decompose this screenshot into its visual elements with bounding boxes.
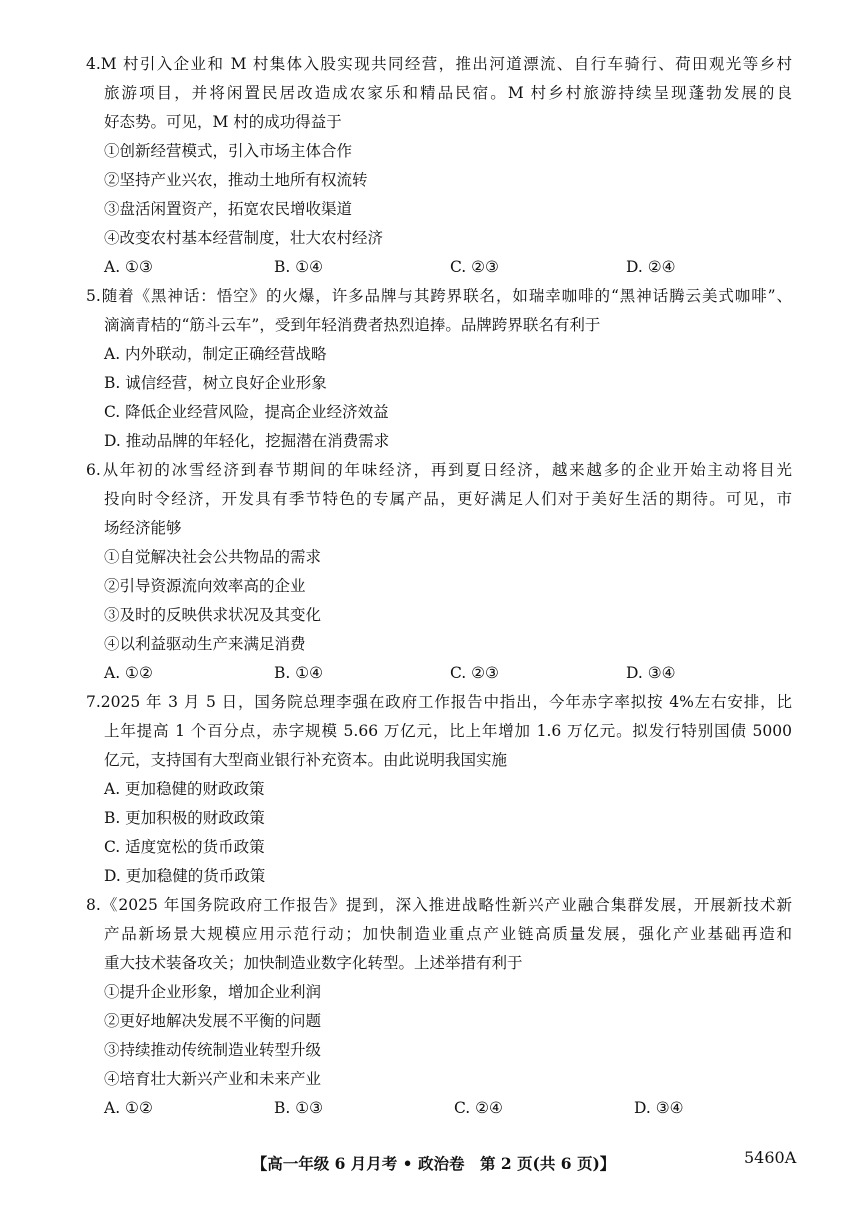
question-stem-line: 亿元，支持国有大型商业银行补充资本。由此说明我国实施 <box>104 751 508 769</box>
question-8 <box>86 891 792 1123</box>
question-stem-line: 6.从年初的冰雪经济到春节期间的年味经济，再到夏日经济，越来越多的企业开始主动将目光 <box>86 461 792 479</box>
option-a: A. 更加稳健的财政政策 <box>104 780 265 798</box>
option-c: C. 降低企业经营风险，提高企业经济效益 <box>104 403 389 421</box>
option-b: B. 诚信经营，树立良好企业形象 <box>104 374 327 392</box>
statement-4: ④以利益驱动生产来满足消费 <box>104 635 306 653</box>
option-d: D. 推动品牌的年轻化，挖掘潜在消费需求 <box>104 432 390 450</box>
page-footer: 【高一年级 6 月月考 • 政治卷 第 2 页(共 6 页)】 <box>251 1154 616 1173</box>
question-stem-line: 4.M 村引入企业和 M 村集体入股实现共同经营，推出河道漂流、自行车骑行、荷田观光等乡村 <box>86 55 792 73</box>
statement-2: ②引导资源流向效率高的企业 <box>104 577 306 595</box>
statement-4: ④培育壮大新兴产业和未来产业 <box>104 1070 322 1088</box>
question-6 <box>86 456 792 688</box>
choice-b: B. ①③ <box>274 1099 324 1117</box>
question-4 <box>86 50 792 282</box>
choice-a: A. ①② <box>104 664 153 682</box>
paper-code: 5460A <box>744 1148 797 1167</box>
question-stem-line: 重大技术装备攻关；加快制造业数字化转型。上述举措有利于 <box>104 954 523 972</box>
statement-3: ③持续推动传统制造业转型升级 <box>104 1041 322 1059</box>
answer-choices <box>86 253 792 282</box>
question-stem-line: 7.2025 年 3 月 5 日，国务院总理李强在政府工作报告中指出，今年赤字率拟按 4%左右安排，比 <box>86 693 792 711</box>
question-stem-line: 场经济能够 <box>104 519 182 537</box>
question-stem-line: 滴滴青桔的“筋斗云车”，受到年轻消费者热烈追捧。品牌跨界联名有利于 <box>104 316 601 334</box>
question-stem-line: 产品新场景大规模应用示范行动；加快制造业重点产业链高质量发展，强化产业基础再造和 <box>104 925 792 943</box>
answer-choices <box>86 1094 792 1123</box>
statement-2: ②更好地解决发展不平衡的问题 <box>104 1012 322 1030</box>
statement-1: ①自觉解决社会公共物品的需求 <box>104 548 322 566</box>
choice-c: C. ②③ <box>450 258 499 276</box>
question-stem-line: 旅游项目，并将闲置民居改造成农家乐和精品民宿。M 村乡村旅游持续呈现蓬勃发展的良 <box>104 84 792 102</box>
question-5 <box>86 282 792 456</box>
option-d: D. 更加稳健的货币政策 <box>104 867 266 885</box>
choice-d: D. ②④ <box>626 258 676 276</box>
statement-3: ③及时的反映供求状况及其变化 <box>104 606 322 624</box>
question-stem-line: 投向时令经济，开发具有季节特色的专属产品，更好满足人们对于美好生活的期待。可见，市 <box>104 490 792 508</box>
answer-choices <box>86 659 792 688</box>
option-a: A. 内外联动，制定正确经营战略 <box>104 345 327 363</box>
question-stem-line: 上年提高 1 个百分点，赤字规模 5.66 万亿元，比上年增加 1.6 万亿元。拟发行特别国债 5000 <box>104 722 792 740</box>
choice-c: C. ②③ <box>450 664 499 682</box>
choice-c: C. ②④ <box>454 1099 503 1117</box>
choice-d: D. ③④ <box>634 1099 684 1117</box>
option-b: B. 更加积极的财政政策 <box>104 809 265 827</box>
choice-d: D. ③④ <box>626 664 676 682</box>
question-stem-line: 5.随着《黑神话：悟空》的火爆，许多品牌与其跨界联名，如瑞幸咖啡的“黑神话腾云美式咖啡”、 <box>86 287 792 305</box>
option-c: C. 适度宽松的货币政策 <box>104 838 265 856</box>
choice-a: A. ①② <box>104 1099 153 1117</box>
question-stem-line: 好态势。可见，M 村的成功得益于 <box>104 113 342 131</box>
question-stem-line: 8.《2025 年国务院政府工作报告》提到，深入推进战略性新兴产业融合集群发展，开展新技术新 <box>86 896 792 914</box>
statement-2: ②坚持产业兴农，推动土地所有权流转 <box>104 171 368 189</box>
question-7 <box>86 688 792 891</box>
statement-3: ③盘活闲置资产，拓宽农民增收渠道 <box>104 200 353 218</box>
choice-a: A. ①③ <box>104 258 153 276</box>
statement-1: ①提升企业形象，增加企业利润 <box>104 983 322 1001</box>
choice-b: B. ①④ <box>274 258 324 276</box>
choice-b: B. ①④ <box>274 664 324 682</box>
statement-4: ④改变农村基本经营制度，壮大农村经济 <box>104 229 384 247</box>
statement-1: ①创新经营模式，引入市场主体合作 <box>104 142 353 160</box>
